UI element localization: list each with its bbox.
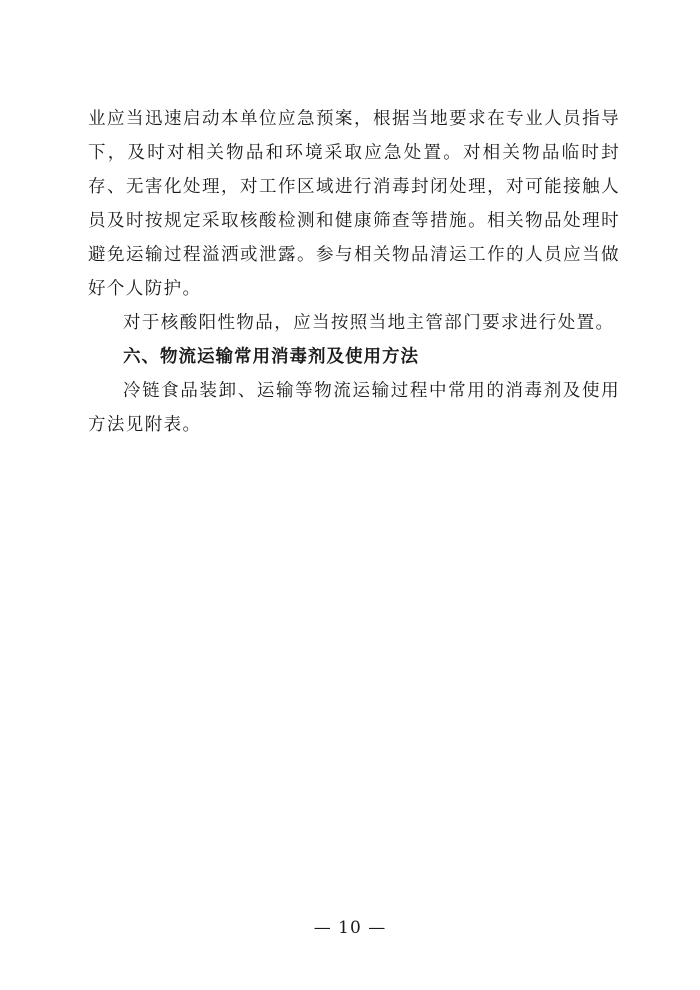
document-body	[88, 102, 620, 442]
body-paragraph: 冷链食品装卸、运输等物流运输过程中常用的消毒剂及使用方法见附表。	[88, 381, 620, 435]
section-heading: 六、物流运输常用消毒剂及使用方法	[123, 347, 419, 367]
page-number: — 10 —	[313, 918, 387, 938]
body-paragraph: 对于核酸阳性物品，应当按照当地主管部门要求进行处置。	[123, 313, 615, 333]
body-paragraph: 业应当迅速启动本单位应急预案，根据当地要求在专业人员指导下，及时对相关物品和环境采取应急处置。对相关物品临时封存、无害化处理，对工作区域进行消毒封闭处理，对可能接触人员及时按规定采取核酸检测和健康筛查等措施。相关物品处理时避免运输过程溢洒或泄露。参与相关物品清运工作的人员应当做好个人防护。	[88, 109, 620, 299]
